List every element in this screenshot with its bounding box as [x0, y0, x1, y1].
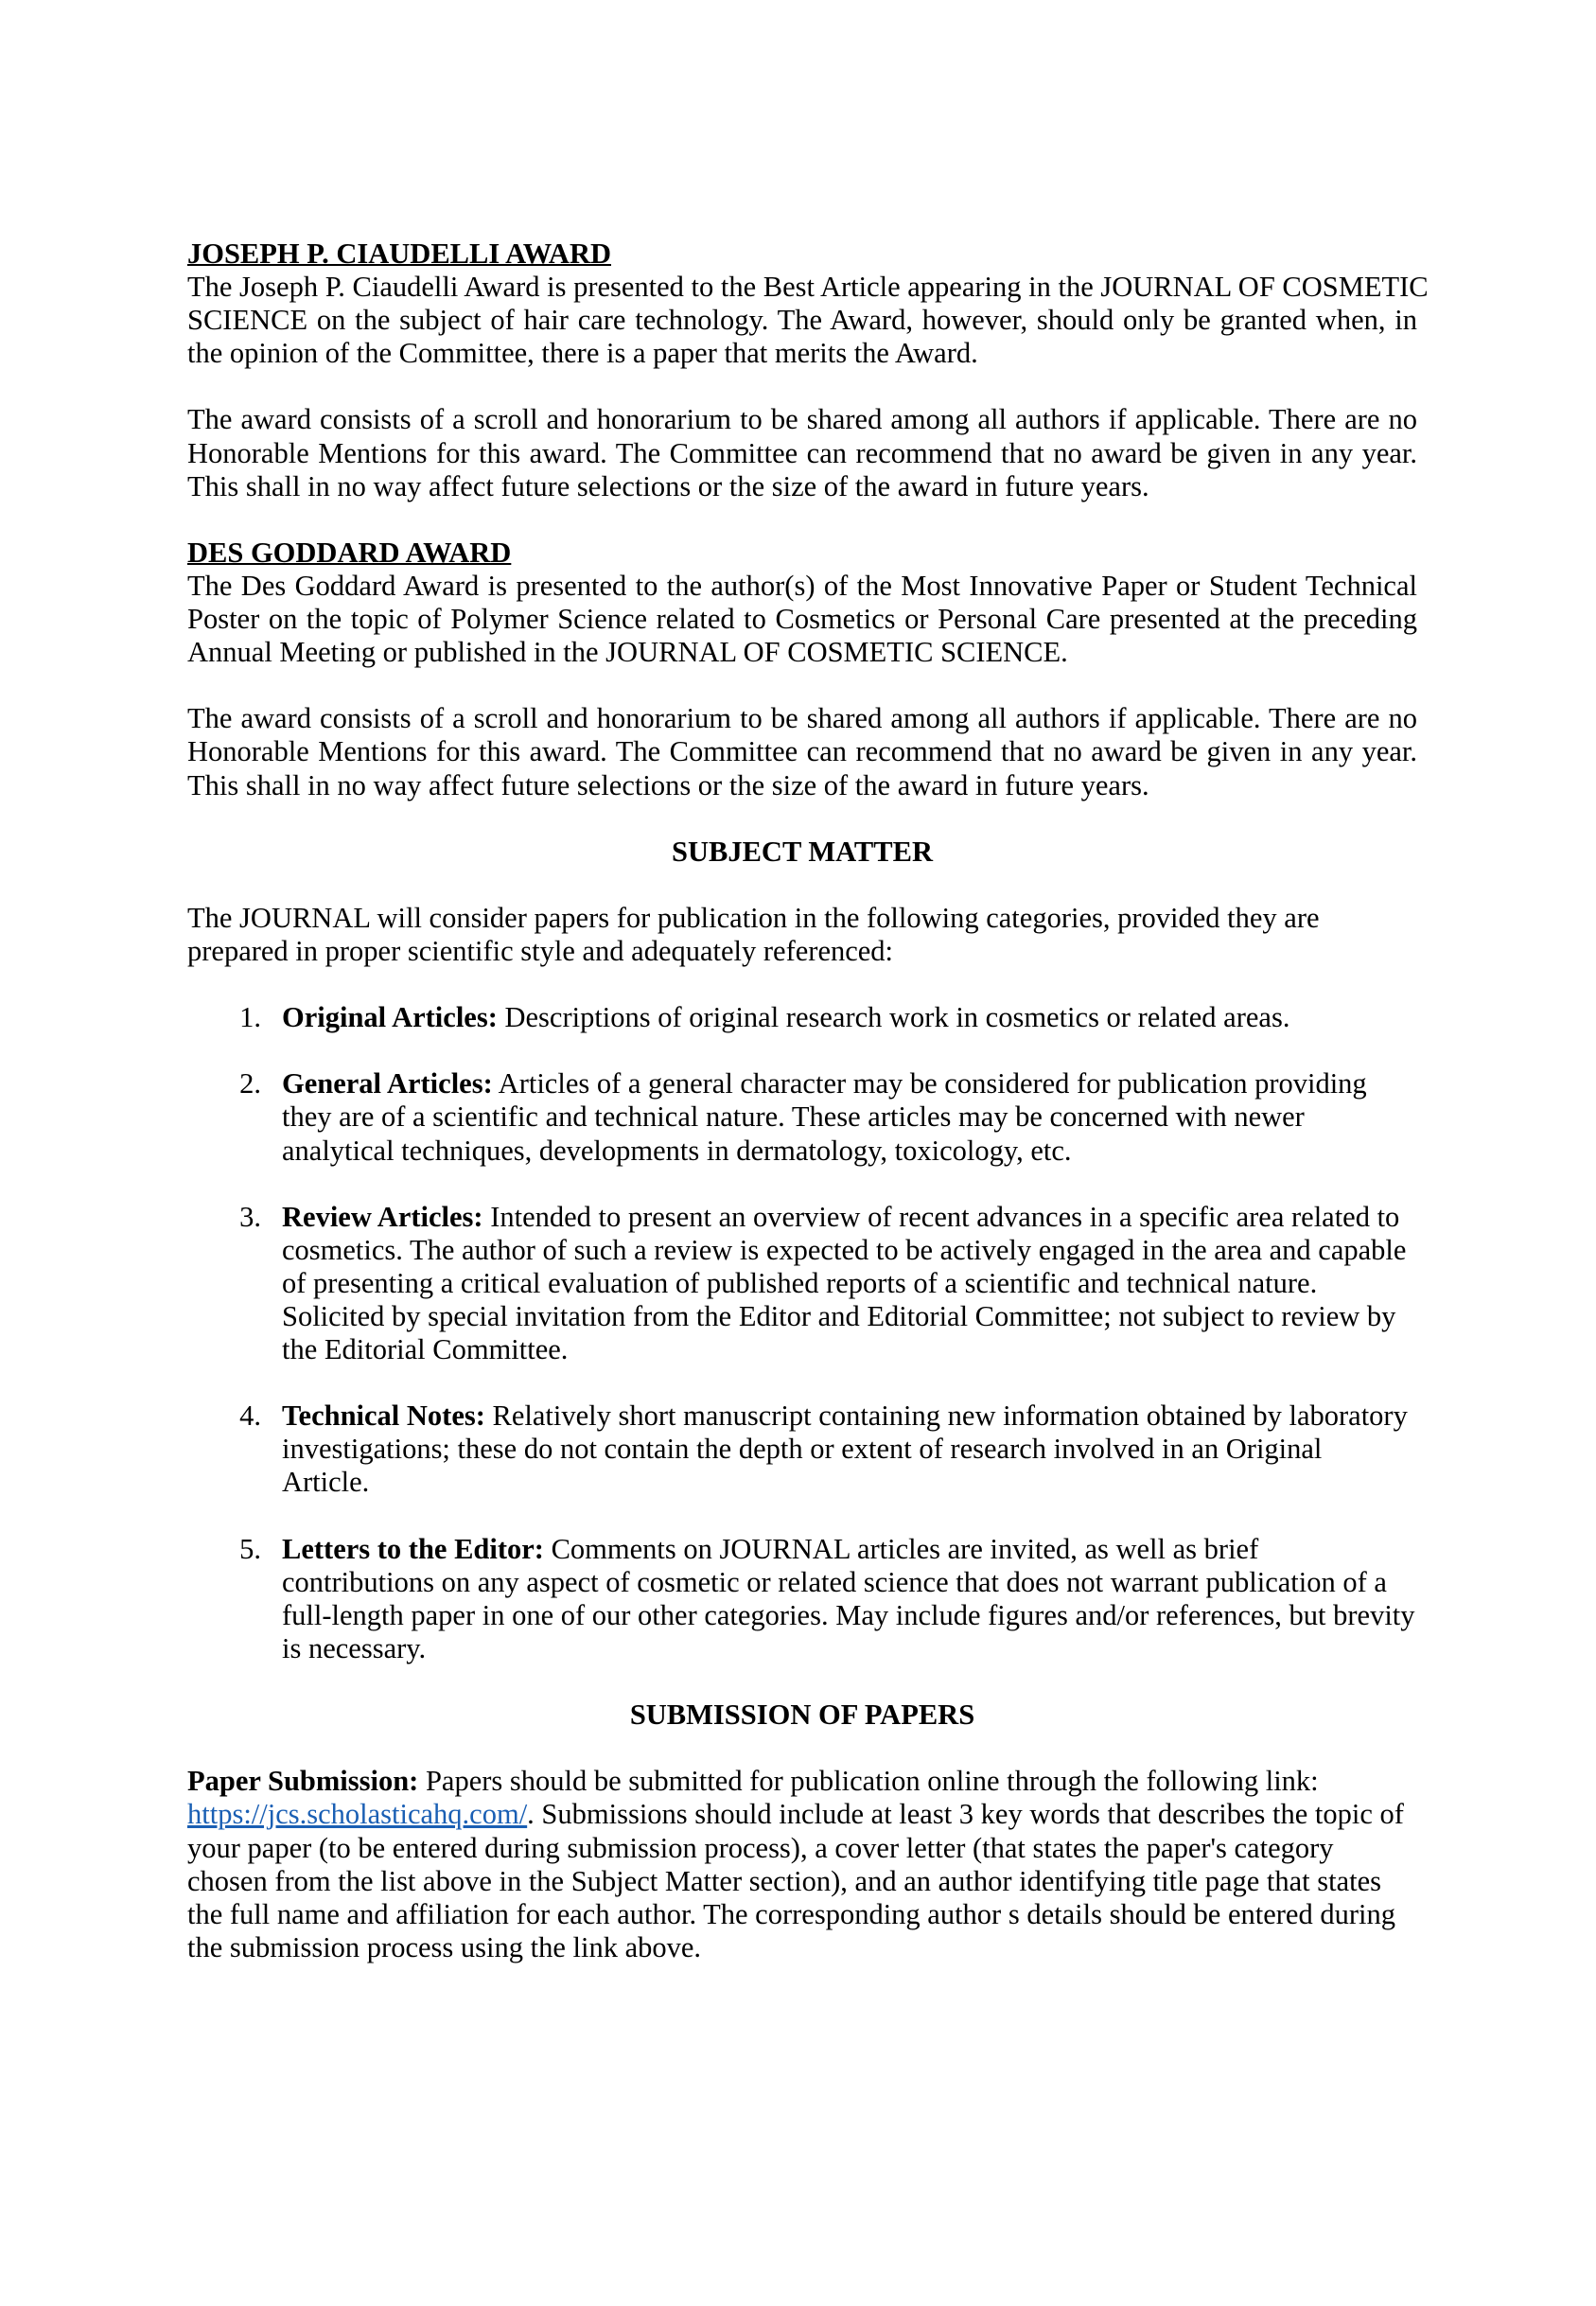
goddard-paragraph-1	[187, 570, 1417, 669]
list-item	[187, 1201, 1417, 1366]
list-item-title: Original Articles:	[282, 1001, 498, 1034]
text-line: Annual Meeting or published in the JOURNAL OF COSMETIC SCIENCE.	[187, 636, 1068, 669]
text-line: Honorable Mentions for this award. The Committee can recommend that no award be given in any year.	[187, 436, 1417, 469]
text-line: the submission process using the link above.	[187, 1930, 702, 1963]
subject-matter-heading: SUBJECT MATTER	[672, 835, 933, 868]
list-item	[187, 1001, 1417, 1034]
goddard-heading: DES GODDARD AWARD	[187, 536, 512, 569]
list-item-first-line	[282, 1533, 1417, 1566]
ciaudelli-paragraph-1	[187, 271, 1429, 370]
text-line: investigations; these do not contain the depth or extent of research involved in an Original	[282, 1433, 1323, 1466]
goddard-paragraph-2	[187, 702, 1417, 801]
text-line: This shall in no way affect future selections or the size of the award in future years.	[187, 469, 1149, 502]
submission-text: Papers should be submitted for publication online through the following link:	[418, 1765, 1319, 1798]
text-line: the full name and affiliation for each author. The corresponding author s details should be entered during	[187, 1897, 1395, 1930]
text-line: the Editorial Committee.	[282, 1333, 569, 1366]
ciaudelli-heading: JOSEPH P. CIAUDELLI AWARD	[187, 238, 611, 270]
text-line: The Joseph P. Ciaudelli Award is presented to the Best Article appearing in the JOURNAL OF COSMETIC	[187, 271, 1429, 304]
text-line: Poster on the topic of Polymer Science related to Cosmetics or Personal Care presented at the preceding	[187, 603, 1417, 636]
list-item-text: Descriptions of original research work in cosmetics or related areas.	[497, 1001, 1290, 1034]
text-line: analytical techniques, developments in dermatology, toxicology, etc.	[282, 1134, 1072, 1167]
text-line: of presenting a critical evaluation of published reports of a scientific and technical nature.	[282, 1266, 1318, 1299]
list-number: 3.	[239, 1200, 261, 1233]
list-item-title: Letters to the Editor:	[282, 1532, 544, 1565]
list-item	[187, 1067, 1417, 1167]
ciaudelli-section	[187, 238, 1429, 370]
list-item-first-line	[282, 1067, 1417, 1100]
list-item-text: Intended to present an overview of recent advances in a specific area related to	[482, 1200, 1400, 1233]
submission-paragraph	[187, 1765, 1417, 1964]
submission-label: Paper Submission:	[187, 1765, 419, 1798]
list-item-title: General Articles:	[282, 1067, 493, 1100]
list-item	[187, 1399, 1417, 1499]
text-line: The award consists of a scroll and honorarium to be shared among all authors if applicable. There are no	[187, 702, 1417, 735]
text-line: cosmetics. The author of such a review is expected to be actively engaged in the area and capable	[282, 1233, 1407, 1266]
list-number: 5.	[239, 1532, 261, 1565]
list-number: 2.	[239, 1067, 261, 1100]
text-line: Honorable Mentions for this award. The Committee can recommend that no award be given in any year.	[187, 735, 1417, 768]
text-line: prepared in proper scientific style and adequately referenced:	[187, 934, 894, 967]
text-line: is necessary.	[282, 1631, 427, 1664]
list-item-text: Articles of a general character may be considered for publication providing	[492, 1067, 1367, 1100]
text-line: The award consists of a scroll and honorarium to be shared among all authors if applicable. There are no	[187, 403, 1417, 436]
list-item-title: Review Articles:	[282, 1200, 483, 1233]
text-line: The Des Goddard Award is presented to the author(s) of the Most Innovative Paper or Student Technical	[187, 569, 1417, 602]
submission-link[interactable]: https://jcs.scholasticahq.com/	[187, 1798, 528, 1831]
category-list	[187, 1001, 1417, 1665]
submission-heading: SUBMISSION OF PAPERS	[629, 1699, 975, 1732]
text-line: contributions on any aspect of cosmetic or related science that does not warrant publication of a	[282, 1565, 1387, 1598]
submission-text: . Submissions should include at least 3 key words that describes the topic of	[527, 1798, 1404, 1831]
text-line: This shall in no way affect future selections or the size of the award in future years.	[187, 768, 1149, 801]
goddard-section	[187, 537, 1417, 669]
text-line: Article.	[282, 1466, 370, 1499]
ciaudelli-paragraph-2	[187, 403, 1417, 502]
subject-intro	[187, 902, 1417, 968]
text-line: your paper (to be entered during submission process), a cover letter (that states the paper's category	[187, 1831, 1334, 1864]
text-line: the opinion of the Committee, there is a paper that merits the Award.	[187, 337, 978, 370]
list-item-first-line	[282, 1201, 1417, 1234]
text-line: SCIENCE on the subject of hair care technology. The Award, however, should only be granted when, in	[187, 304, 1417, 337]
text-line: The JOURNAL will consider papers for publication in the following categories, provided they are	[187, 901, 1320, 934]
list-item-first-line	[282, 1399, 1417, 1433]
list-number: 1.	[239, 1001, 261, 1034]
document-page	[187, 238, 1429, 1998]
list-number: 4.	[239, 1399, 261, 1433]
list-item-text: Relatively short manuscript containing new information obtained by laboratory	[484, 1399, 1408, 1433]
list-item-text: Comments on JOURNAL articles are invited, as well as brief	[543, 1532, 1259, 1565]
list-item-first-line	[282, 1001, 1417, 1034]
text-line: Solicited by special invitation from the Editor and Editorial Committee; not subject to review by	[282, 1300, 1396, 1332]
text-line: they are of a scientific and technical nature. These articles may be concerned with newer	[282, 1100, 1305, 1134]
list-item-title: Technical Notes:	[282, 1399, 485, 1433]
list-item	[187, 1533, 1417, 1665]
text-line: chosen from the list above in the Subject Matter section), and an author identifying title page that states	[187, 1864, 1382, 1897]
text-line: full-length paper in one of our other categories. May include figures and/or references, but brevity	[282, 1598, 1415, 1631]
